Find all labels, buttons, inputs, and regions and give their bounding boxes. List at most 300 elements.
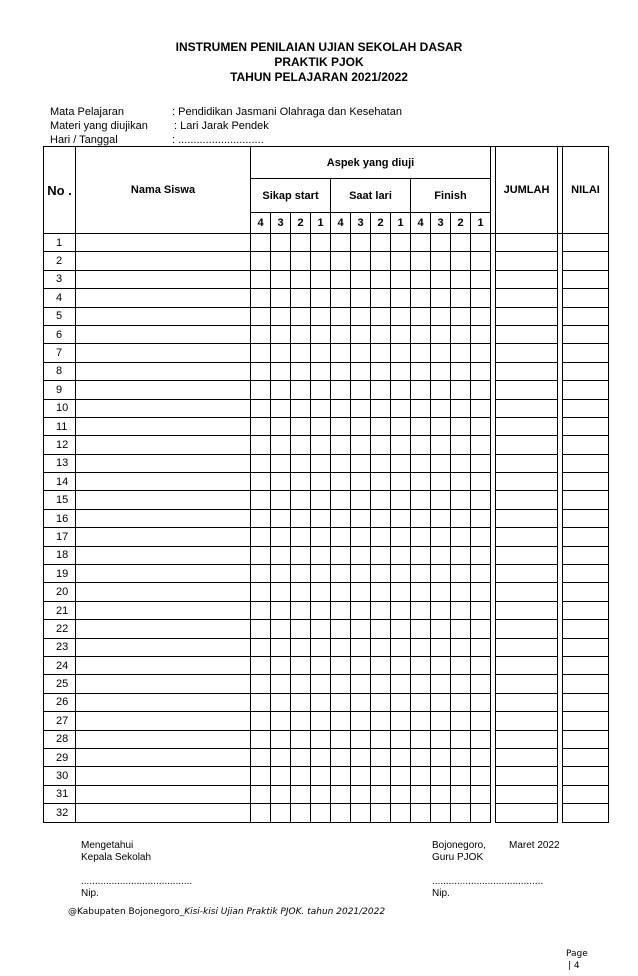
score-cell[interactable] [391,325,411,343]
score-cell[interactable] [271,601,291,619]
score-cell[interactable] [311,381,331,399]
score-cell[interactable] [411,620,431,638]
score-cell[interactable] [431,307,451,325]
score-cell[interactable] [331,528,351,546]
score-cell[interactable] [371,767,391,785]
score-cell[interactable] [471,473,491,491]
score-cell[interactable] [291,693,311,711]
total-cell[interactable] [496,712,558,730]
student-name-cell[interactable] [76,638,251,656]
score-cell[interactable] [451,509,471,527]
score-cell[interactable] [271,804,291,822]
score-cell[interactable] [371,307,391,325]
score-cell[interactable] [371,804,391,822]
score-cell[interactable] [391,583,411,601]
score-cell[interactable] [431,546,451,564]
score-cell[interactable] [431,417,451,435]
score-cell[interactable] [351,546,371,564]
score-cell[interactable] [351,730,371,748]
score-cell[interactable] [471,509,491,527]
score-cell[interactable] [251,473,271,491]
score-cell[interactable] [411,234,431,252]
total-cell[interactable] [496,785,558,803]
score-cell[interactable] [411,436,431,454]
score-cell[interactable] [351,804,371,822]
score-cell[interactable] [311,546,331,564]
score-cell[interactable] [351,381,371,399]
score-cell[interactable] [391,454,411,472]
score-cell[interactable] [251,528,271,546]
score-cell[interactable] [471,528,491,546]
score-cell[interactable] [351,693,371,711]
score-cell[interactable] [411,583,431,601]
score-cell[interactable] [451,528,471,546]
score-cell[interactable] [371,509,391,527]
score-cell[interactable] [251,307,271,325]
score-cell[interactable] [271,767,291,785]
total-cell[interactable] [496,362,558,380]
score-cell[interactable] [251,509,271,527]
score-cell[interactable] [391,712,411,730]
score-cell[interactable] [451,307,471,325]
score-cell[interactable] [431,693,451,711]
score-cell[interactable] [311,638,331,656]
student-name-cell[interactable] [76,325,251,343]
score-cell[interactable] [351,675,371,693]
score-cell[interactable] [471,344,491,362]
score-cell[interactable] [331,638,351,656]
score-cell[interactable] [271,693,291,711]
score-cell[interactable] [311,473,331,491]
score-cell[interactable] [371,748,391,766]
score-cell[interactable] [351,620,371,638]
score-cell[interactable] [371,417,391,435]
score-cell[interactable] [471,546,491,564]
score-cell[interactable] [431,252,451,270]
score-cell[interactable] [411,785,431,803]
grade-cell[interactable] [563,307,609,325]
score-cell[interactable] [271,436,291,454]
total-cell[interactable] [496,436,558,454]
score-cell[interactable] [391,565,411,583]
score-cell[interactable] [371,399,391,417]
total-cell[interactable] [496,565,558,583]
score-cell[interactable] [371,234,391,252]
score-cell[interactable] [411,289,431,307]
score-cell[interactable] [371,546,391,564]
score-cell[interactable] [271,528,291,546]
score-cell[interactable] [291,804,311,822]
score-cell[interactable] [471,307,491,325]
score-cell[interactable] [291,436,311,454]
score-cell[interactable] [411,473,431,491]
score-cell[interactable] [351,785,371,803]
score-cell[interactable] [331,270,351,288]
score-cell[interactable] [271,362,291,380]
total-cell[interactable] [496,767,558,785]
score-cell[interactable] [351,417,371,435]
score-cell[interactable] [411,767,431,785]
grade-cell[interactable] [563,252,609,270]
score-cell[interactable] [271,675,291,693]
score-cell[interactable] [271,289,291,307]
score-cell[interactable] [451,656,471,674]
score-cell[interactable] [431,270,451,288]
grade-cell[interactable] [563,509,609,527]
score-cell[interactable] [351,767,371,785]
student-name-cell[interactable] [76,546,251,564]
score-cell[interactable] [471,252,491,270]
total-cell[interactable] [496,583,558,601]
score-cell[interactable] [311,325,331,343]
score-cell[interactable] [391,234,411,252]
score-cell[interactable] [291,473,311,491]
student-name-cell[interactable] [76,491,251,509]
score-cell[interactable] [451,417,471,435]
score-cell[interactable] [271,712,291,730]
score-cell[interactable] [351,362,371,380]
student-name-cell[interactable] [76,656,251,674]
score-cell[interactable] [451,601,471,619]
score-cell[interactable] [411,491,431,509]
score-cell[interactable] [271,785,291,803]
score-cell[interactable] [311,528,331,546]
score-cell[interactable] [291,546,311,564]
score-cell[interactable] [291,620,311,638]
score-cell[interactable] [471,565,491,583]
score-cell[interactable] [331,491,351,509]
score-cell[interactable] [311,748,331,766]
score-cell[interactable] [431,767,451,785]
score-cell[interactable] [431,565,451,583]
score-cell[interactable] [331,307,351,325]
score-cell[interactable] [391,638,411,656]
grade-cell[interactable] [563,785,609,803]
score-cell[interactable] [451,325,471,343]
grade-cell[interactable] [563,546,609,564]
score-cell[interactable] [451,712,471,730]
score-cell[interactable] [431,491,451,509]
score-cell[interactable] [291,454,311,472]
score-cell[interactable] [471,767,491,785]
score-cell[interactable] [271,620,291,638]
score-cell[interactable] [371,270,391,288]
score-cell[interactable] [251,546,271,564]
grade-cell[interactable] [563,583,609,601]
score-cell[interactable] [451,693,471,711]
score-cell[interactable] [271,454,291,472]
score-cell[interactable] [251,362,271,380]
score-cell[interactable] [251,399,271,417]
score-cell[interactable] [451,804,471,822]
score-cell[interactable] [331,804,351,822]
score-cell[interactable] [351,638,371,656]
grade-cell[interactable] [563,417,609,435]
student-name-cell[interactable] [76,748,251,766]
score-cell[interactable] [371,620,391,638]
score-cell[interactable] [291,252,311,270]
score-cell[interactable] [311,491,331,509]
grade-cell[interactable] [563,601,609,619]
score-cell[interactable] [291,270,311,288]
score-cell[interactable] [251,712,271,730]
score-cell[interactable] [331,748,351,766]
score-cell[interactable] [471,804,491,822]
score-cell[interactable] [291,362,311,380]
score-cell[interactable] [411,381,431,399]
score-cell[interactable] [331,344,351,362]
score-cell[interactable] [371,344,391,362]
score-cell[interactable] [471,601,491,619]
score-cell[interactable] [371,289,391,307]
grade-cell[interactable] [563,436,609,454]
score-cell[interactable] [251,454,271,472]
student-name-cell[interactable] [76,528,251,546]
score-cell[interactable] [291,730,311,748]
score-cell[interactable] [451,638,471,656]
score-cell[interactable] [451,748,471,766]
score-cell[interactable] [271,307,291,325]
score-cell[interactable] [311,712,331,730]
score-cell[interactable] [451,767,471,785]
score-cell[interactable] [311,730,331,748]
score-cell[interactable] [431,638,451,656]
score-cell[interactable] [331,620,351,638]
score-cell[interactable] [471,656,491,674]
score-cell[interactable] [411,325,431,343]
score-cell[interactable] [431,362,451,380]
score-cell[interactable] [271,638,291,656]
score-cell[interactable] [371,565,391,583]
score-cell[interactable] [391,693,411,711]
score-cell[interactable] [391,473,411,491]
student-name-cell[interactable] [76,804,251,822]
score-cell[interactable] [411,270,431,288]
score-cell[interactable] [411,307,431,325]
score-cell[interactable] [451,491,471,509]
score-cell[interactable] [471,325,491,343]
score-cell[interactable] [391,399,411,417]
score-cell[interactable] [411,712,431,730]
score-cell[interactable] [391,528,411,546]
student-name-cell[interactable] [76,601,251,619]
student-name-cell[interactable] [76,362,251,380]
score-cell[interactable] [431,289,451,307]
score-cell[interactable] [451,252,471,270]
total-cell[interactable] [496,528,558,546]
score-cell[interactable] [431,325,451,343]
score-cell[interactable] [371,638,391,656]
score-cell[interactable] [251,675,271,693]
score-cell[interactable] [331,381,351,399]
score-cell[interactable] [391,509,411,527]
total-cell[interactable] [496,804,558,822]
score-cell[interactable] [311,307,331,325]
score-cell[interactable] [311,362,331,380]
score-cell[interactable] [371,712,391,730]
score-cell[interactable] [251,289,271,307]
score-cell[interactable] [271,509,291,527]
score-cell[interactable] [291,565,311,583]
score-cell[interactable] [311,693,331,711]
grade-cell[interactable] [563,693,609,711]
score-cell[interactable] [451,785,471,803]
score-cell[interactable] [391,362,411,380]
score-cell[interactable] [351,289,371,307]
score-cell[interactable] [331,767,351,785]
score-cell[interactable] [351,712,371,730]
student-name-cell[interactable] [76,583,251,601]
score-cell[interactable] [371,362,391,380]
score-cell[interactable] [411,730,431,748]
score-cell[interactable] [251,270,271,288]
score-cell[interactable] [431,436,451,454]
score-cell[interactable] [391,307,411,325]
score-cell[interactable] [391,785,411,803]
grade-cell[interactable] [563,362,609,380]
score-cell[interactable] [271,270,291,288]
score-cell[interactable] [391,620,411,638]
score-cell[interactable] [431,234,451,252]
grade-cell[interactable] [563,491,609,509]
score-cell[interactable] [311,565,331,583]
score-cell[interactable] [351,491,371,509]
score-cell[interactable] [431,399,451,417]
score-cell[interactable] [311,675,331,693]
total-cell[interactable] [496,601,558,619]
score-cell[interactable] [351,344,371,362]
total-cell[interactable] [496,656,558,674]
score-cell[interactable] [351,528,371,546]
score-cell[interactable] [451,436,471,454]
student-name-cell[interactable] [76,344,251,362]
score-cell[interactable] [471,583,491,601]
score-cell[interactable] [371,381,391,399]
total-cell[interactable] [496,399,558,417]
score-cell[interactable] [451,399,471,417]
score-cell[interactable] [451,344,471,362]
score-cell[interactable] [291,675,311,693]
score-cell[interactable] [451,473,471,491]
score-cell[interactable] [291,638,311,656]
student-name-cell[interactable] [76,307,251,325]
score-cell[interactable] [251,748,271,766]
score-cell[interactable] [411,693,431,711]
score-cell[interactable] [431,785,451,803]
grade-cell[interactable] [563,748,609,766]
score-cell[interactable] [331,252,351,270]
score-cell[interactable] [411,565,431,583]
student-name-cell[interactable] [76,436,251,454]
score-cell[interactable] [251,252,271,270]
score-cell[interactable] [251,565,271,583]
score-cell[interactable] [371,491,391,509]
score-cell[interactable] [291,491,311,509]
grade-cell[interactable] [563,565,609,583]
total-cell[interactable] [496,546,558,564]
grade-cell[interactable] [563,325,609,343]
score-cell[interactable] [431,344,451,362]
score-cell[interactable] [471,748,491,766]
grade-cell[interactable] [563,656,609,674]
score-cell[interactable] [271,565,291,583]
total-cell[interactable] [496,509,558,527]
score-cell[interactable] [471,785,491,803]
score-cell[interactable] [311,804,331,822]
grade-cell[interactable] [563,454,609,472]
score-cell[interactable] [471,675,491,693]
score-cell[interactable] [331,436,351,454]
score-cell[interactable] [291,601,311,619]
score-cell[interactable] [451,565,471,583]
score-cell[interactable] [311,234,331,252]
score-cell[interactable] [351,509,371,527]
total-cell[interactable] [496,252,558,270]
student-name-cell[interactable] [76,785,251,803]
score-cell[interactable] [311,289,331,307]
score-cell[interactable] [291,712,311,730]
total-cell[interactable] [496,638,558,656]
total-cell[interactable] [496,417,558,435]
student-name-cell[interactable] [76,675,251,693]
score-cell[interactable] [251,693,271,711]
score-cell[interactable] [371,252,391,270]
score-cell[interactable] [251,344,271,362]
student-name-cell[interactable] [76,473,251,491]
total-cell[interactable] [496,234,558,252]
score-cell[interactable] [291,289,311,307]
score-cell[interactable] [371,656,391,674]
score-cell[interactable] [291,307,311,325]
score-cell[interactable] [251,730,271,748]
score-cell[interactable] [251,785,271,803]
score-cell[interactable] [391,730,411,748]
score-cell[interactable] [331,362,351,380]
score-cell[interactable] [331,656,351,674]
score-cell[interactable] [271,491,291,509]
score-cell[interactable] [451,381,471,399]
score-cell[interactable] [311,767,331,785]
student-name-cell[interactable] [76,565,251,583]
score-cell[interactable] [331,325,351,343]
score-cell[interactable] [471,270,491,288]
score-cell[interactable] [451,454,471,472]
score-cell[interactable] [431,509,451,527]
score-cell[interactable] [331,417,351,435]
total-cell[interactable] [496,491,558,509]
score-cell[interactable] [291,528,311,546]
score-cell[interactable] [371,785,391,803]
score-cell[interactable] [371,528,391,546]
score-cell[interactable] [291,381,311,399]
score-cell[interactable] [411,454,431,472]
score-cell[interactable] [391,601,411,619]
total-cell[interactable] [496,620,558,638]
score-cell[interactable] [271,399,291,417]
score-cell[interactable] [291,748,311,766]
student-name-cell[interactable] [76,509,251,527]
grade-cell[interactable] [563,804,609,822]
score-cell[interactable] [431,381,451,399]
score-cell[interactable] [411,252,431,270]
score-cell[interactable] [311,270,331,288]
score-cell[interactable] [251,656,271,674]
score-cell[interactable] [471,638,491,656]
score-cell[interactable] [331,399,351,417]
grade-cell[interactable] [563,620,609,638]
score-cell[interactable] [471,399,491,417]
score-cell[interactable] [331,601,351,619]
